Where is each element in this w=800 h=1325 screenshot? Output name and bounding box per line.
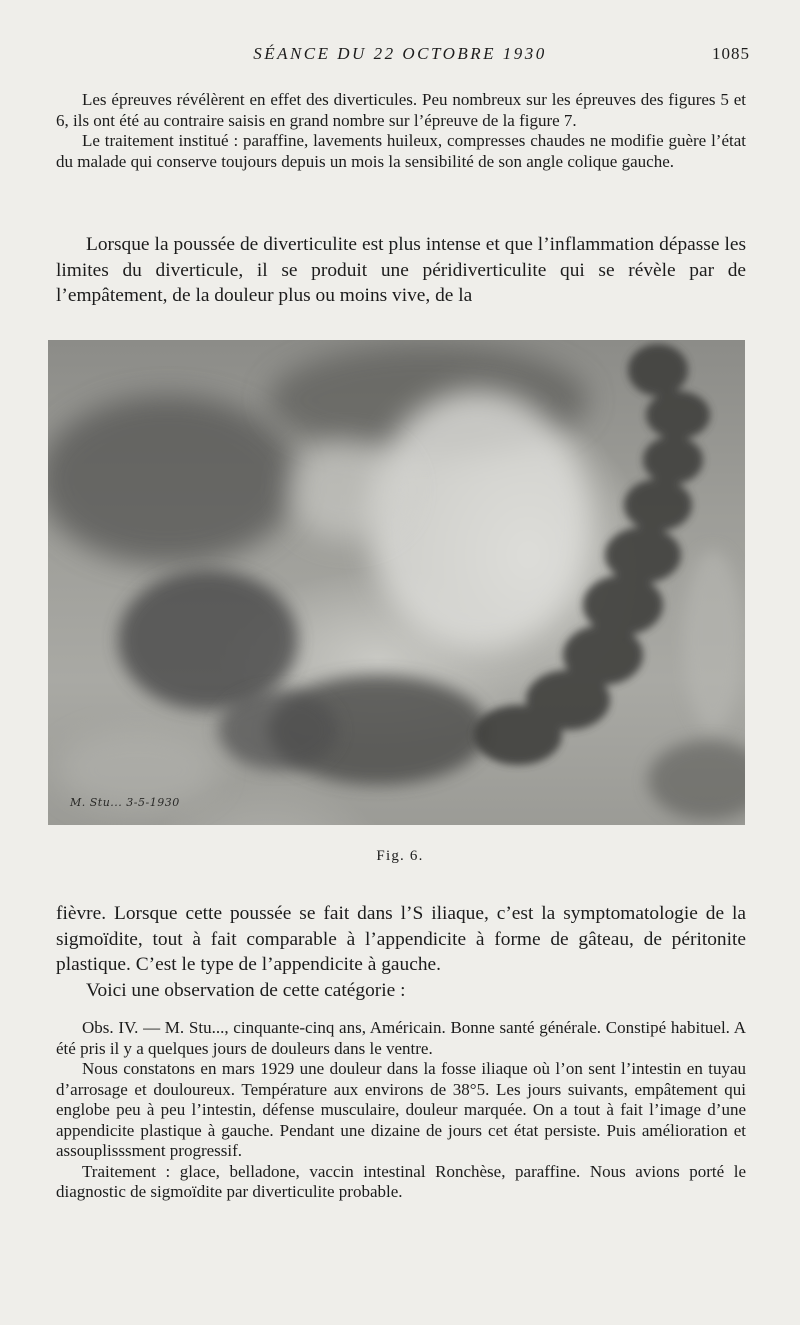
observation-paragraph: Nous constatons en mars 1929 une douleur dans la fosse iliaque où l’on sent l’intestin en tuyau d’arrosage et douloureux. Température aux environs de 38°5. Les jours suivants, empâtement qui englobe peu à peu l’intestin, défense musculaire, douleur marquée. On a tout à fait l’image d’une appendicite plastique à gauche. Pendant une dizaine de jours cet état persiste. Puis amélioration et assouplisssment progressif. (56, 1059, 746, 1160)
body-section-1 (56, 232, 746, 309)
observation-paragraph: Obs. IV. — M. Stu..., cinquante-cinq ans, Américain. Bonne santé générale. Constipé habituel. A été pris il y a quelques jours de douleurs dans le ventre. (56, 1018, 746, 1058)
figure-annotation: M. Stu... 3-5-1930 (70, 796, 180, 809)
body-paragraph: fièvre. Lorsque cette poussée se fait dans l’S iliaque, c’est la symptomatologie de la sigmoïdite, tout à fait comparable à l’appendicite à forme de gâteau, de péritonite plastique. C’est le type de l’appendicite à gauche. (56, 903, 746, 975)
body-paragraph: Voici une observation de cette catégorie : (86, 979, 406, 1001)
running-title: SÉANCE DU 22 OCTOBRE 1930 (253, 44, 547, 63)
intro-paragraph: Les épreuves révélèrent en effet des diverticules. Peu nombreux sur les épreuves des figures 5 et 6, ils ont été au contraire saisis en grand nombre sur l’épreuve de la figure 7. (56, 90, 746, 130)
intro-paragraph: Le traitement institué : paraffine, lavements huileux, compresses chaudes ne modifie guère l’état du malade qui conserve toujours depuis un mois la sensibilité de son angle colique gauche. (56, 131, 746, 171)
radiograph-figure (48, 340, 745, 825)
body-paragraph: Lorsque la poussée de diverticulite est plus intense et que l’inflammation dépasse les limites du diverticule, il se produit une péridiverticulite qui se révèle par de l’empâtement, de la douleur plus ou moins vive, de la (56, 234, 746, 306)
page-number: 1085 (712, 44, 750, 63)
body-section-2 (56, 901, 746, 1003)
radiograph-image (48, 340, 745, 825)
intro-section (56, 90, 746, 172)
observation-paragraph: Traitement : glace, belladone, vaccin intestinal Ronchèse, paraffine. Nous avions porté le diagnostic de sigmoïdite par diverticulite probable. (56, 1161, 746, 1201)
observation-section (56, 1018, 746, 1203)
page-header (0, 44, 800, 68)
figure-caption: Fig. 6. (376, 848, 424, 864)
